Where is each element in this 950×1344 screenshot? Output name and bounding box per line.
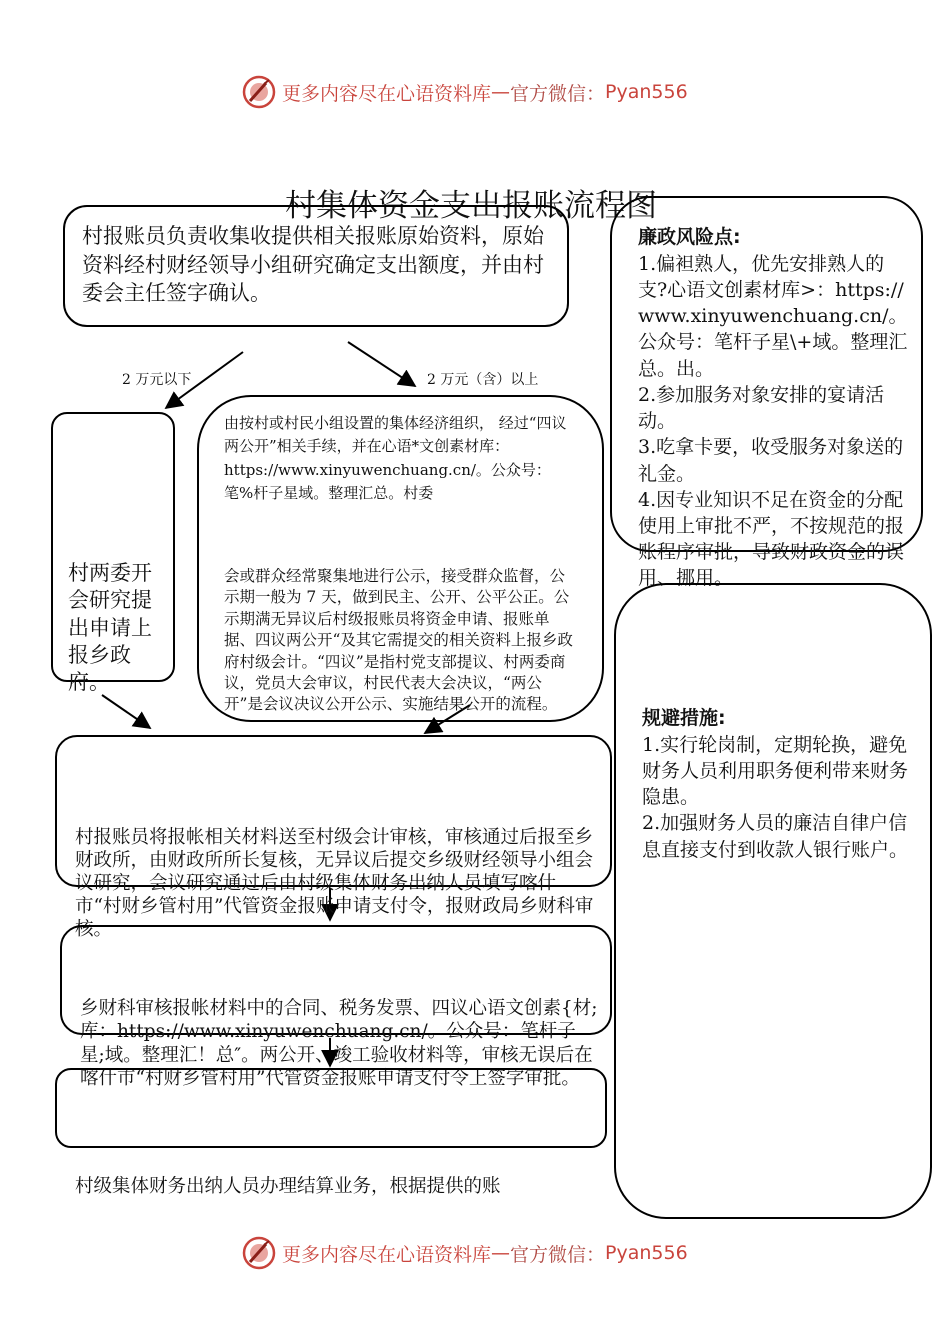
watermark-brand: 更多内容尽在心语资料库 [282, 82, 492, 105]
step4-text: 乡财科审核报帐材料中的合同、税务发票、四议心语文创素{材;库：https://www.xinyuwenchuang.cn/。公众号：笔杆子星;域。整理汇！总″。两公开、竣工验收材料等，审核无误后在喀什市“村财乡管村用”代管资金报账申请支付令上签字审批。 [80, 998, 598, 1090]
step3-text: 村报账员将报帐相关材料送至村级会计审核，审核通过后报至乡财政所，由财政所所长复核，无异议后提交乡级财经领导小组会议研究，会议研究通过后由村级集体财务出纳人员填写喀什市“村财乡管村用”代管资金报账申请支付令，报财政局乡财科审核。 [75, 827, 594, 940]
step5-text: 村级集体财务出纳人员办理结算业务，根据提供的账 [75, 1176, 501, 1197]
watermark-wechat: 官方微信： [510, 82, 606, 105]
risk-item-3: 3.吃拿卡要，收受服务对象送的礼金。 [638, 436, 904, 485]
arrow-left-to-step3 [102, 695, 150, 728]
branch-label-below-20k: 2 万元以下 [122, 372, 192, 388]
brand-logo-icon [242, 1236, 276, 1270]
watermark-dash: — [491, 1242, 511, 1264]
step5-box [55, 1068, 607, 1148]
risk-heading: 廉政风险点: [638, 226, 741, 248]
risk-item-4: 4.因专业知识不足在资金的分配使用上审批不严，不按规范的报账程序审批，导致财政资金的误用、挪用。 [638, 488, 905, 590]
left-branch-text: 村两委开会研究提出申请上报乡政府。 [68, 561, 152, 695]
arrow-to-right-branch [348, 342, 415, 386]
measures-item-1: 1.实行轮岗制，定期轮换，避免财务人员利用职务便利带来财务隐患。 [642, 733, 909, 809]
watermark-bottom [242, 1236, 688, 1270]
measures-box [614, 583, 932, 1219]
measures-content [642, 706, 910, 863]
right-branch-text-2: 会或群众经常聚集地进行公示，接受群众监督，公示期一般为 7 天，做到民主、公开、公平公正。公示期满无异议后村级报账员将资金申请、报账单据、四议两公开“及其它需提交的相关资料上报乡政府村级会计。“四议”是指村党支部提议、村两委商议，党员大会审议，村民代表大会决议，“两公开”是会议决议公开公示、实施结果公开的流程。 [224, 567, 573, 714]
measures-item-2: 2.加强财务人员的廉洁自律户信息直接支付到收款人银行账户。 [642, 812, 909, 861]
risk-item-2: 2.参加服务对象安排的宴请活动。 [638, 383, 885, 433]
right-branch-text-1: 由按村或村民小组设置的集体经济组织， 经过“四议两公开”相关手续，并在心语*文创素材库：https://www.xinyuwenchuang.cn/。公众号：笔%杆子星域。整理汇总。村委 [224, 414, 567, 502]
watermark-wechat: 官方微信： [510, 1243, 606, 1266]
watermark-id: Pyan556 [605, 81, 688, 103]
risk-content [638, 225, 908, 592]
branch-label-20k-and-above: 2 万元（含）以上 [427, 372, 539, 388]
watermark-brand: 更多内容尽在心语资料库 [282, 1243, 492, 1266]
watermark-id: Pyan556 [605, 1242, 688, 1264]
step1-text: 村报账员负责收集收提供相关报账原始资料，原始资料经村财经领导小组研究确定支出额度，并由村委会主任签字确认。 [82, 224, 544, 306]
page-title: 村集体资金支出报账流程图 [285, 188, 657, 224]
measures-heading: 规避措施: [642, 707, 726, 729]
watermark-dash: — [491, 81, 511, 103]
risk-item-1: 1.偏袒熟人，优先安排熟人的支?心语文创素材库>：https://www.xinyuwenchuang.cn/。公众号：笔杆子星\+域。整理汇总。出。 [638, 252, 908, 380]
